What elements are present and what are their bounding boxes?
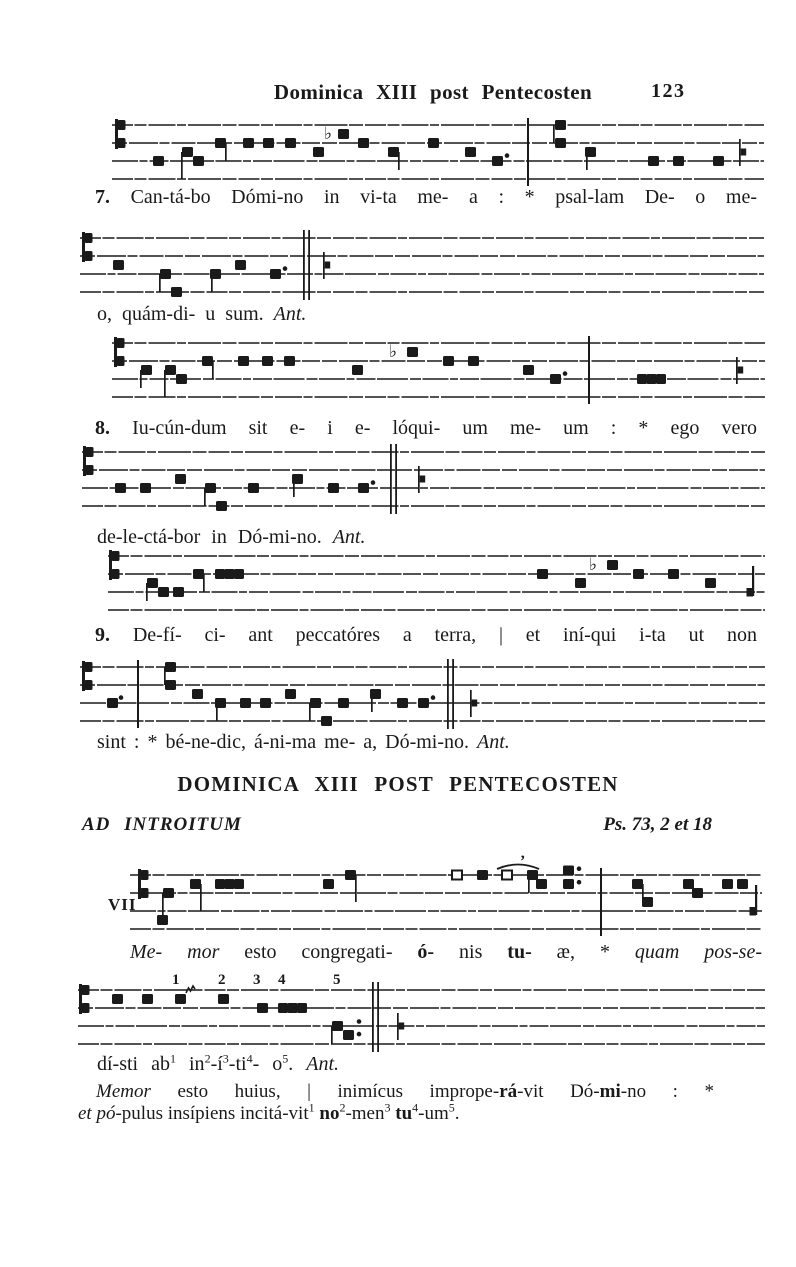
text-segment: 7. (95, 186, 131, 208)
text-segment: Memor (96, 1081, 151, 1102)
text-segment: . (454, 1103, 460, 1124)
text-segment: 2 (339, 1100, 346, 1115)
text-segment: 9. (95, 624, 133, 646)
staff-5 (108, 538, 765, 630)
page-header-title: Dominica XIII post Pentecosten (273, 80, 593, 104)
staff-2 (80, 220, 764, 312)
svg-text:5: 5 (333, 972, 341, 988)
text-segment: Ant. (306, 1053, 340, 1075)
svg-text:’: ’ (520, 853, 526, 870)
svg-text:2: 2 (218, 972, 226, 988)
text-segment: no (319, 1103, 340, 1124)
lyric-verse-8-end (97, 526, 365, 548)
text-segment: 8. (95, 417, 133, 439)
svg-text:♭: ♭ (389, 342, 398, 362)
svg-text:♭: ♭ (324, 124, 333, 144)
text-segment: 1 (170, 1051, 176, 1066)
lyric-introit-end (97, 1053, 339, 1075)
psalm-verse-line-2 (78, 1100, 460, 1125)
text-segment: 1 (308, 1100, 315, 1115)
section-heading: DOMINICA XIII POST PENTECOSTEN (177, 772, 619, 796)
lyric-verse-8 (95, 417, 757, 439)
text-segment: -ti (228, 1053, 247, 1075)
text-segment: De-fí- ci- ant peccatóres a terra, | et iní-qui i-ta ut non (132, 624, 757, 646)
text-segment: Can-tá-bo Dómi-no in vi-ta me- a : * psal-lam De- o me- (130, 186, 757, 208)
text-segment: Me- mor (130, 941, 220, 963)
text-segment: 4 (246, 1051, 253, 1066)
psalm-verse-line-1 (78, 1081, 714, 1103)
text-segment: æ, * (531, 941, 635, 963)
text-segment: 5 (448, 1100, 455, 1115)
text-segment: o, quám-di- u sum. (97, 303, 274, 325)
text-segment: et pó (78, 1103, 116, 1124)
text-segment: 4 (412, 1100, 419, 1115)
text-segment: -pulus insípiens incitá-vit (115, 1103, 309, 1124)
svg-text:4: 4 (278, 972, 286, 988)
text-segment: - o (252, 1053, 283, 1075)
text-segment: esto congregati- (219, 941, 418, 963)
text-segment: mi (599, 1081, 621, 1102)
text-segment: sint : * bé-ne-dic, á-ni-ma me- a, Dó-mi-no. (97, 731, 477, 753)
text-segment: -men (345, 1103, 385, 1124)
text-segment: tu (395, 1103, 413, 1124)
lyric-introit (130, 941, 762, 963)
text-segment: esto huius, | inimícus imprope- (150, 1081, 500, 1102)
text-segment: 3 (222, 1051, 229, 1066)
text-segment: Ant. (332, 526, 366, 548)
page-number: 123 (651, 80, 686, 102)
staff-3 (112, 325, 765, 417)
text-segment: 5 (282, 1051, 289, 1066)
text-segment: ó- (417, 941, 435, 963)
mode-label: VII (108, 895, 137, 914)
text-segment: Ant. (477, 731, 510, 753)
ad-introitum-label: AD INTROITUM (82, 814, 242, 835)
text-segment: 2 (204, 1051, 211, 1066)
lyric-verse-7-end (97, 303, 306, 325)
staff-7-introit (130, 853, 762, 949)
svg-text:1: 1 (172, 972, 180, 988)
lyric-verse-9-end (97, 731, 510, 753)
text-segment: dí-sti ab (97, 1053, 170, 1075)
lyric-verse-7 (95, 186, 757, 208)
staff-8 (78, 972, 765, 1064)
staff-4 (82, 434, 765, 526)
text-segment: in (176, 1053, 205, 1075)
svg-text:♭: ♭ (589, 555, 598, 575)
text-segment: . (288, 1053, 307, 1075)
text-segment: Ant. (273, 303, 307, 325)
text-segment: -um (418, 1103, 449, 1124)
staff-6 (80, 649, 765, 741)
text-segment: de-le-ctá-bor in Dó-mi-no. (97, 526, 333, 548)
text-segment: -í (210, 1053, 223, 1075)
text-segment: -vit Dó- (517, 1081, 600, 1102)
text-segment: -no : * (620, 1081, 715, 1102)
text-segment: nis (434, 941, 508, 963)
text-segment: quam pos-se- (634, 941, 763, 963)
lyric-verse-9 (95, 624, 757, 646)
text-segment: Iu-cún-dum sit e- i e- lóqui- um me- um : * ego vero (132, 417, 757, 439)
psalm-reference: Ps. 73, 2 et 18 (603, 814, 712, 835)
text-segment: tu- (507, 941, 532, 963)
text-segment: 3 (384, 1100, 391, 1115)
text-segment: rá (499, 1081, 518, 1102)
svg-text:3: 3 (253, 972, 261, 988)
